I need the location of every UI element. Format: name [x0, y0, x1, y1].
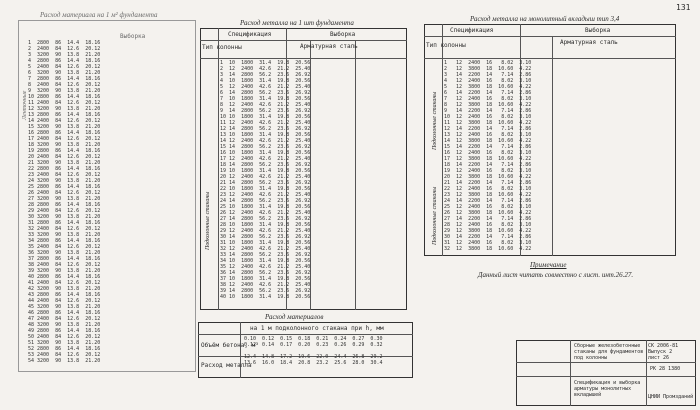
- right-col-armature: Арматурная сталь: [560, 39, 618, 46]
- right-table-title: Расход металла на монолитный вкладыш тип 3,4: [470, 15, 620, 23]
- center-col-sample: Выборка: [330, 31, 356, 38]
- right-col-sample: Выборка: [585, 27, 611, 34]
- title-block-sheet: РК 28 1380: [650, 366, 681, 372]
- note-heading: Примечание: [530, 261, 567, 269]
- center-table-side-label: Подколонные стаканы: [205, 191, 211, 250]
- note-text: Данный лист читать совместно с лист. инт.26.27.: [478, 271, 634, 279]
- title-block-description: Спецификация и выборка арматуры монолитных вкладышей: [574, 380, 641, 398]
- center-col-type: Тип колонны: [202, 44, 242, 51]
- right-side-label-2: Подколонные стаканы: [432, 186, 438, 245]
- center-col-spec: Спецификация: [228, 31, 272, 38]
- materials-title: Расход материалов: [265, 313, 324, 321]
- right-side-label-1: Подколонные стаканы: [432, 91, 438, 150]
- right-table-rows: 1 12 2400 16 8.02 3.10 2 12 3800 18 10.60 4.22 3 14 2200 14 7.14 2.86 4 12 2400 16 8.02 3.10 5 12 3800 18 10.60 4.22 6 14 2200 14 7.14 2.86 7 12 2400 16 8.02 3.10 8 12 3800 18 10.60 4.22 9 14 2200 14 7.14 2.86 10 12 2400 16 8.02 3.10 11 12 3800 18 10.60 4.22 12 14 2200 14 7.14 2.86 13 12 2400 16 8.02 3.10 14 12 3800 18 10.60 4.22 15 14 2200 14 7.14 2.86 16 12 2400 16 8.02 3.10 17 12 3800 18 10.60 4.22 18 14 2200 14 7.14 2.86 19 12 2400 16 8.02 3.10 20 12 3800 18 10.60 4.22 21 14 2200 14 7.14 2.86 22 12 2400 16 8.02 3.10 23 12 3800 18 10.60 4.22 24 14 2200 14 7.14 2.86 25 12 2400 16 8.02 3.10 26 12 3800 18 10.60 4.22 27 14 2200 14 7.14 2.86 28 12 2400 16 8.02 3.10 29 12 3800 18 10.60 4.22 30 14 2200 14 7.14 2.86 31 12 2400 16 8.02 3.10 32 12 3800 18 10.60 4.22: [444, 60, 532, 252]
- left-table-rows: 1 2800 86 14.4 18.16 2 2400 84 12.6 20.12 3 3200 90 13.8 21.20 4 2800 86 14.4 18.16 5 2400 84 12.6 20.12 6 3200 90 13.8 21.20 7 2800 86 14.4 18.16 8 2400 84 12.6 20.12 9 3200 90 13.8 21.20 10 2800 86 14.4 18.16 11 2400 84 12.6 20.12 12 3200 90 13.8 21.20 13 2800 86 14.4 18.16 14 2400 84 12.6 20.12 15 3200 90 13.8 21.20 16 2800 86 14.4 18.16 17 2400 84 12.6 20.12 18 3200 90 13.8 21.20 19 2800 86 14.4 18.16 20 2400 84 12.6 20.12 21 3200 90 13.8 21.20 22 2800 86 14.4 18.16 23 2400 84 12.6 20.12 24 3200 90 13.8 21.20 25 2800 86 14.4 18.16 26 2400 84 12.6 20.12 27 3200 90 13.8 21.20 28 2800 86 14.4 18.16 29 2400 84 12.6 20.12 30 3200 90 13.8 21.20 31 2800 86 14.4 18.16 32 2400 84 12.6 20.12 33 3200 90 13.8 21.20 34 2800 86 14.4 18.16 35 2400 84 12.6 20.12 36 3200 90 13.8 21.20 37 2800 86 14.4 18.16 38 2400 84 12.6 20.12 39 3200 90 13.8 21.20 40 2800 86 14.4 18.16 41 2400 84 12.6 20.12 42 3200 90 13.8 21.20 43 2800 86 14.4 18.16 44 2400 84 12.6 20.12 45 3200 90 13.8 21.20 46 2800 86 14.4 18.16 47 2400 84 12.6 20.12 48 3200 90 13.8 21.20 49 2800 86 14.4 18.16 50 2400 84 12.6 20.12 51 3200 90 13.8 21.20 52 2800 86 14.4 18.16 53 2400 84 12.6 20.12 54 3200 90 13.8 21.20: [28, 40, 101, 364]
- left-table-title: Расход материала на 1 м² фундамента: [40, 11, 158, 19]
- center-table-title: Расход металла на 1 шт фундамента: [240, 19, 354, 27]
- title-block-code: СК 2006-81 Выпуск 2 лист 26: [648, 343, 679, 361]
- materials-row2-label: Расход металла: [201, 362, 252, 369]
- right-col-spec: Спецификация: [450, 27, 494, 34]
- materials-header: на 1 м подколонного стакана при h, мм: [250, 325, 384, 332]
- left-table-side-label: Ленточные: [22, 90, 28, 120]
- sheet-number: 131: [676, 3, 691, 12]
- center-table-rows: 1 10 1800 31.4 19.8 20.56 2 12 2400 42.6 21.2 25.40 3 14 2800 56.2 23.6 26.92 4 10 1800 31.4 19.8 20.56 5 12 2400 42.6 21.2 25.40 6 14 2800 56.2 23.6 26.92 7 10 1800 31.4 19.8 20.56 8 12 2400 42.6 21.2 25.40 9 14 2800 56.2 23.6 26.92 10 10 1800 31.4 19.8 20.56 11 12 2400 42.6 21.2 25.40 12 14 2800 56.2 23.6 26.92 13 10 1800 31.4 19.8 20.56 14 12 2400 42.6 21.2 25.40 15 14 2800 56.2 23.6 26.92 16 10 1800 31.4 19.8 20.56 17 12 2400 42.6 21.2 25.40 18 14 2800 56.2 23.6 26.92 19 10 1800 31.4 19.8 20.56 20 12 2400 42.6 21.2 25.40 21 14 2800 56.2 23.6 26.92 22 10 1800 31.4 19.8 20.56 23 12 2400 42.6 21.2 25.40 24 14 2800 56.2 23.6 26.92 25 10 1800 31.4 19.8 20.56 26 12 2400 42.6 21.2 25.40 27 14 2800 56.2 23.6 26.92 28 10 1800 31.4 19.8 20.56 29 12 2400 42.6 21.2 25.40 30 14 2800 56.2 23.6 26.92 31 10 1800 31.4 19.8 20.56 32 12 2400 42.6 21.2 25.40 33 14 2800 56.2 23.6 26.92 34 10 1800 31.4 19.8 20.56 35 12 2400 42.6 21.2 25.40 36 14 2800 56.2 23.6 26.92 37 10 1800 31.4 19.8 20.56 38 12 2400 42.6 21.2 25.40 39 14 2800 56.2 23.6 26.92 40 10 1800 31.4 19.8 20.56: [220, 60, 311, 300]
- materials-values: 0.10 0.12 0.15 0.18 0.21 0.24 0.27 0.30 0.12 0.14 0.17 0.20 0.23 0.26 0.29 0.32 12.4 14.8 17.2 19.6 22.0 24.4 26.8 29.2 13.6 16.0 18.4 20.8 23.2 25.6 28.0 30.4: [244, 336, 383, 366]
- materials-row1-label: Объём бетона, м³: [201, 342, 259, 349]
- center-col-armature: Арматурная сталь: [300, 43, 358, 50]
- title-block-org: ЦНИИ Промзданий: [648, 394, 694, 400]
- title-block-name: Сборные железобетонные стаканы для фундаментов под колонны: [574, 343, 644, 361]
- left-table-subtitle: Выборка: [120, 33, 146, 40]
- right-col-type: Тип колонны: [426, 42, 466, 49]
